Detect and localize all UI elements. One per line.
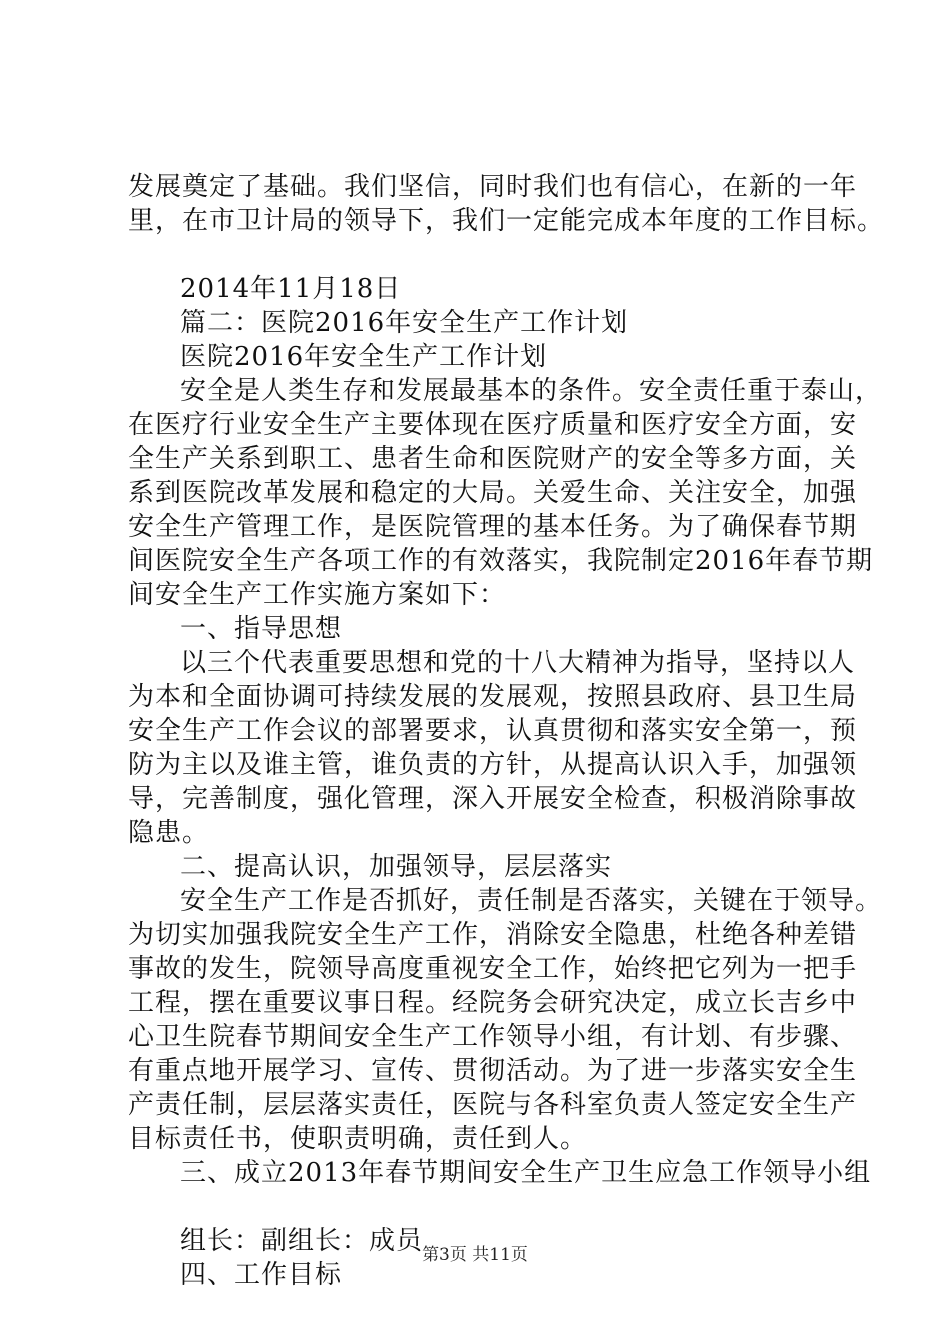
section-heading: 一、指导思想 <box>180 614 343 644</box>
paragraph-line: 安全生产管理工作，是医院管理的基本任务。为了确保春节期 <box>128 512 858 542</box>
paragraph-line: 安全是人类生存和发展最基本的条件。安全责任重于泰山， <box>180 376 883 406</box>
document-date: 2014年11月18日 <box>180 274 402 304</box>
section-heading: 四、工作目标 <box>180 1260 343 1290</box>
paragraph-line: 里，在市卫计局的领导下，我们一定能完成本年度的工作目标。 <box>128 206 885 236</box>
paragraph-line: 系到医院改革发展和稳定的大局。关爱生命、关注安全，加强 <box>128 478 858 508</box>
paragraph-line: 工程，摆在重要议事日程。经院务会研究决定，成立长吉乡中 <box>128 988 858 1018</box>
paragraph-line: 发展奠定了基础。我们坚信，同时我们也有信心，在新的一年 <box>128 172 858 202</box>
paragraph-line: 组长：副组长：成员 <box>180 1226 424 1256</box>
paragraph-line: 防为主以及谁主管，谁负责的方针，从提高认识入手，加强领 <box>128 750 858 780</box>
paragraph-line: 安全生产工作是否抓好，责任制是否落实，关键在于领导。 <box>180 886 883 916</box>
paragraph-line: 间医院安全生产各项工作的有效落实，我院制定2016年春节期 <box>128 546 874 576</box>
paragraph-line: 隐患。 <box>128 818 210 848</box>
paragraph-line: 心卫生院春节期间安全生产工作领导小组，有计划、有步骤、 <box>128 1022 858 1052</box>
paragraph-line: 有重点地开展学习、宣传、贯彻活动。为了进一步落实安全生 <box>128 1056 858 1086</box>
document-title: 医院2016年安全生产工作计划 <box>180 342 548 372</box>
section-heading: 二、提高认识，加强领导，层层落实 <box>180 852 613 882</box>
paragraph-line: 产责任制，层层落实责任，医院与各科室负责人签定安全生产 <box>128 1090 858 1120</box>
section-heading: 三、成立2013年春节期间安全生产卫生应急工作领导小组 <box>180 1158 872 1188</box>
page-number-footer: 第3页 共11页 <box>422 1245 528 1265</box>
paragraph-line: 为切实加强我院安全生产工作，消除安全隐患，杜绝各种差错 <box>128 920 858 950</box>
section-heading: 篇二：医院2016年安全生产工作计划 <box>180 308 629 338</box>
paragraph-line: 全生产关系到职工、患者生命和医院财产的安全等多方面，关 <box>128 444 858 474</box>
paragraph-line: 间安全生产工作实施方案如下： <box>128 580 507 610</box>
paragraph-line: 为本和全面协调可持续发展的发展观，按照县政府、县卫生局 <box>128 682 858 712</box>
paragraph-line: 导，完善制度，强化管理，深入开展安全检查，积极消除事故 <box>128 784 858 814</box>
paragraph-line: 以三个代表重要思想和党的十八大精神为指导，坚持以人 <box>180 648 856 678</box>
document-body <box>128 170 885 1292</box>
paragraph-line: 事故的发生，院领导高度重视安全工作，始终把它列为一把手 <box>128 954 858 984</box>
paragraph-line: 安全生产工作会议的部署要求，认真贯彻和落实安全第一，预 <box>128 716 858 746</box>
paragraph-line: 在医疗行业安全生产主要体现在医疗质量和医疗安全方面，安 <box>128 410 858 440</box>
paragraph-line: 目标责任书，使职责明确，责任到人。 <box>128 1124 588 1154</box>
